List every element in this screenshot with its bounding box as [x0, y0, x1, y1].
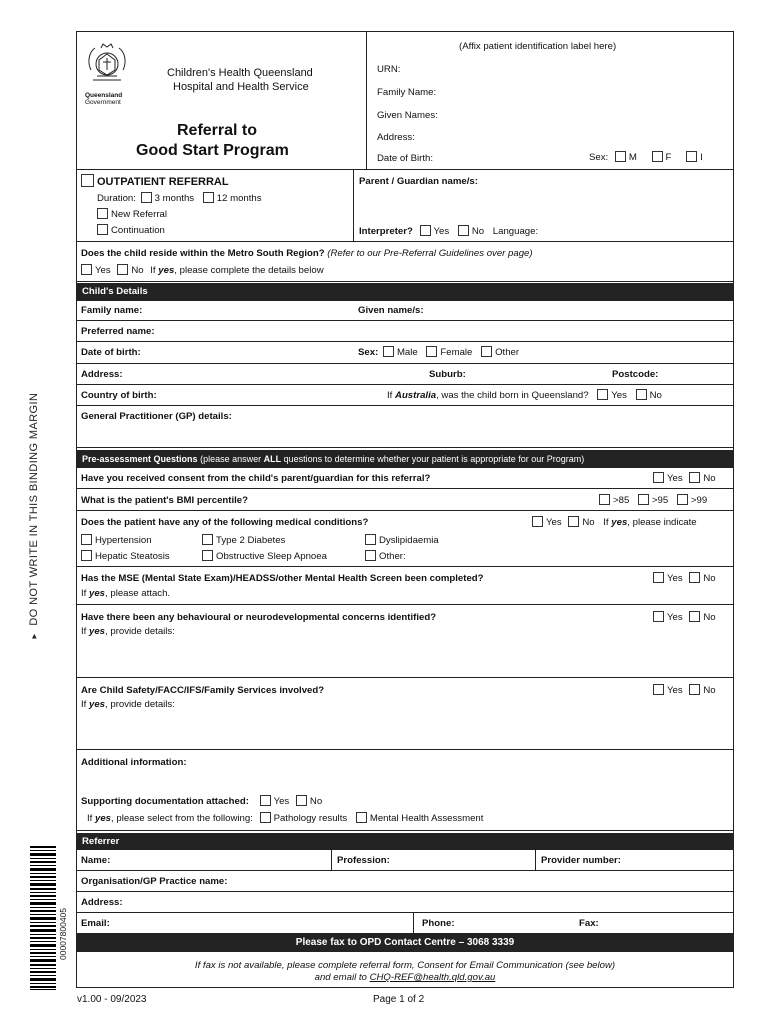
child-family-name-label: Family name:	[81, 305, 143, 316]
dob-label: Date of Birth:	[377, 153, 433, 164]
sleep-apnoea-label: Obstructive Sleep Apnoea	[216, 551, 327, 562]
referrer-name-label: Name:	[81, 855, 111, 866]
parent-guardian-label: Parent / Guardian name/s:	[359, 176, 478, 187]
conditions-no-checkbox[interactable]	[568, 516, 579, 527]
child-safety-if-yes-text: yes	[89, 699, 106, 710]
child-country-question-text: , was the child born in Queensland?	[436, 390, 589, 401]
referrer-phone-label: Phone:	[422, 918, 455, 929]
referrer-name-row	[77, 850, 733, 871]
family-name-label: Family Name:	[377, 87, 437, 98]
additional-info-section	[77, 750, 733, 831]
mse-no-checkbox[interactable]	[689, 572, 700, 583]
behaviour-row	[77, 605, 733, 678]
referrer-profession-label: Profession:	[337, 855, 390, 866]
supporting-docs-label: Supporting documentation attached:	[81, 796, 249, 807]
child-safety-no-label: No	[703, 685, 716, 696]
region-no-label: No	[131, 265, 144, 276]
queensland-crest-icon	[83, 40, 131, 88]
child-sex-male-checkbox[interactable]	[383, 346, 394, 357]
supporting-docs-no-checkbox[interactable]	[296, 795, 307, 806]
child-country-label: Country of birth:	[81, 390, 157, 401]
conditions-yes-checkbox[interactable]	[532, 516, 543, 527]
form-header	[77, 32, 733, 170]
child-safety-if-text: If	[81, 699, 87, 710]
header-left	[77, 32, 367, 169]
consent-no-label: No	[703, 473, 716, 484]
referrer-heading: Referrer	[77, 833, 733, 850]
child-sex-female-label: Female	[440, 347, 473, 358]
sex-f-checkbox[interactable]	[652, 151, 663, 162]
child-suburb-label: Suburb:	[429, 369, 466, 380]
duration-3-months-checkbox[interactable]	[141, 192, 152, 203]
additional-info-label: Additional information:	[81, 757, 187, 768]
supporting-if-text: If	[87, 813, 93, 824]
consent-yes-label: Yes	[667, 473, 683, 484]
behaviour-no-label: No	[703, 612, 716, 623]
behaviour-yes-checkbox[interactable]	[653, 611, 664, 622]
other-condition-label: Other:	[379, 551, 406, 562]
bmi-95-label: >95	[651, 495, 669, 506]
behaviour-question: Have there been any behavioural or neurodevelopmental concerns identified?	[81, 612, 437, 623]
behaviour-yes-label: Yes	[667, 612, 683, 623]
child-country-if-text: If	[387, 390, 393, 401]
sex-i-checkbox[interactable]	[686, 151, 697, 162]
diabetes-label: Type 2 Diabetes	[216, 535, 286, 546]
bmi-95-checkbox[interactable]	[638, 494, 649, 505]
diabetes-checkbox[interactable]	[202, 534, 213, 545]
hepatic-steatosis-checkbox[interactable]	[81, 550, 92, 561]
bmi-row	[77, 489, 733, 511]
logo-text-queensland: Queensland	[85, 92, 123, 99]
urn-label: URN:	[377, 64, 401, 75]
mse-if-text-2: , please attach.	[105, 588, 171, 599]
child-country-australia-text: Australia	[395, 390, 437, 401]
child-sex-other-checkbox[interactable]	[481, 346, 492, 357]
patient-label-area	[367, 32, 733, 169]
bmi-99-checkbox[interactable]	[677, 494, 688, 505]
child-dob-label: Date of birth:	[81, 347, 141, 358]
child-gp-label: General Practitioner (GP) details:	[81, 411, 232, 422]
conditions-row	[77, 511, 733, 567]
pre-assessment-note-1: (please answer	[200, 454, 262, 464]
logo-text-government: Government	[85, 99, 121, 106]
child-safety-no-checkbox[interactable]	[689, 684, 700, 695]
barcode-icon	[30, 846, 56, 990]
conditions-question: Does the patient have any of the following medical conditions?	[81, 517, 369, 528]
consent-question: Have you received consent from the child's parent/guardian for this referral?	[81, 473, 431, 484]
child-safety-row	[77, 678, 733, 750]
mse-row	[77, 567, 733, 605]
pathology-results-label: Pathology results	[273, 813, 348, 824]
mse-if-text: If	[81, 588, 87, 599]
bmi-99-label: >99	[690, 495, 708, 506]
pre-assessment-title: Pre-assessment Questions	[82, 454, 198, 464]
hypertension-label: Hypertension	[95, 535, 152, 546]
sex-m-checkbox[interactable]	[615, 151, 626, 162]
bmi-85-checkbox[interactable]	[599, 494, 610, 505]
consent-row	[77, 468, 733, 489]
supporting-docs-yes-checkbox[interactable]	[260, 795, 271, 806]
hepatic-steatosis-label: Hepatic Steatosis	[95, 551, 170, 562]
sleep-apnoea-checkbox[interactable]	[202, 550, 213, 561]
conditions-no-label: No	[582, 517, 595, 528]
born-queensland-yes-label: Yes	[611, 390, 627, 401]
sex-options	[589, 151, 703, 163]
arrow-icon: ▲	[30, 631, 39, 641]
supporting-if-yes-text: yes	[95, 813, 112, 824]
bmi-85-label: >85	[613, 495, 630, 506]
form-title-line-2: Good Start Program	[136, 142, 289, 159]
form-version: v1.00 - 09/2023	[77, 994, 147, 1005]
hypertension-checkbox[interactable]	[81, 534, 92, 545]
mse-if-yes-text: yes	[89, 588, 106, 599]
conditions-if-text: If	[603, 517, 609, 528]
interpreter-label: Interpreter?	[359, 226, 413, 237]
mental-health-assessment-checkbox[interactable]	[356, 812, 367, 823]
sex-f-label: F	[665, 152, 672, 163]
email-note-line-1: If fax is not available, please complete referral form, Consent for Email Communication (see below)	[194, 960, 616, 971]
mse-no-label: No	[703, 573, 716, 584]
dyslipidaemia-label: Dyslipidaemia	[379, 535, 439, 546]
duration-12-months-checkbox[interactable]	[203, 192, 214, 203]
pre-assessment-note-all: ALL	[263, 454, 282, 464]
behaviour-if-yes-text: yes	[89, 626, 106, 637]
duration-3-months-label: 3 months	[154, 193, 195, 204]
supporting-docs-yes-label: Yes	[273, 796, 290, 807]
sex-m-label: M	[628, 152, 637, 163]
child-safety-question: Are Child Safety/FACC/IFS/Family Services involved?	[81, 685, 325, 696]
page-number: Page 1 of 2	[373, 994, 425, 1005]
born-queensland-yes-checkbox[interactable]	[597, 389, 608, 400]
outpatient-referral-label: OUTPATIENT REFERRAL	[97, 176, 229, 188]
child-postcode-label: Postcode:	[612, 369, 659, 380]
child-safety-yes-checkbox[interactable]	[653, 684, 664, 695]
referrer-organisation-row	[77, 871, 733, 892]
born-queensland-no-checkbox[interactable]	[636, 389, 647, 400]
behaviour-if-text-2: , provide details:	[105, 626, 175, 637]
other-condition-checkbox[interactable]	[365, 550, 376, 561]
pre-assessment-note-2: questions to determine whether your patient is appropriate for our Program)	[283, 454, 585, 464]
child-name-row	[77, 301, 733, 321]
mse-question: Has the MSE (Mental State Exam)/HEADSS/other Mental Health Screen been completed?	[81, 573, 484, 584]
conditions-if-yes-text: yes	[611, 517, 628, 528]
org-name-line-2: Hospital and Health Service	[173, 81, 309, 93]
email-note-text: and email to	[314, 972, 367, 983]
child-preferred-name-label: Preferred name:	[81, 326, 155, 337]
referrer-fax-label: Fax:	[579, 918, 599, 929]
supporting-docs-no-label: No	[309, 796, 323, 807]
referral-type-section	[77, 170, 733, 242]
email-note-line-2	[77, 972, 733, 983]
child-address-label: Address:	[81, 369, 123, 380]
outpatient-referral-checkbox[interactable]	[81, 174, 94, 187]
born-queensland-no-label: No	[649, 390, 662, 401]
continuation-label: Continuation	[111, 225, 165, 236]
region-yes-label: Yes	[95, 265, 111, 276]
child-dob-row	[77, 342, 733, 364]
continuation-checkbox[interactable]	[97, 224, 108, 235]
child-safety-yes-label: Yes	[667, 685, 683, 696]
pre-assessment-heading	[77, 450, 733, 468]
referrer-email-label: Email:	[81, 918, 110, 929]
binding-margin-text: DO NOT WRITE IN THIS BINDING MARGIN	[28, 392, 40, 626]
behaviour-no-checkbox[interactable]	[689, 611, 700, 622]
interpreter-yes-checkbox[interactable]	[420, 225, 431, 236]
child-safety-if-text-2: , provide details:	[105, 699, 175, 710]
consent-yes-checkbox[interactable]	[653, 472, 664, 483]
sex-i-label: I	[700, 152, 703, 163]
child-preferred-row	[77, 321, 733, 342]
region-question	[77, 242, 733, 282]
duration-label: Duration:	[97, 193, 136, 204]
child-sex-other-label: Other	[495, 347, 520, 358]
form-title-line-1: Referral to	[177, 122, 258, 139]
referrer-contact-row	[77, 913, 733, 933]
pathology-results-checkbox[interactable]	[260, 812, 271, 823]
referral-form	[76, 31, 734, 988]
region-question-note: (Refer to our Pre-Referral Guidelines over page)	[327, 248, 533, 259]
mental-health-assessment-label: Mental Health Assessment	[369, 813, 484, 824]
given-names-label: Given Names:	[377, 110, 438, 121]
child-gp-row	[77, 406, 733, 448]
interpreter-no-checkbox[interactable]	[458, 225, 469, 236]
region-question-text: Does the child reside within the Metro South Region?	[81, 248, 325, 259]
referrer-provider-number-label: Provider number:	[541, 855, 621, 866]
childs-details-heading: Child's Details	[77, 283, 733, 301]
child-address-row	[77, 364, 733, 385]
region-no-checkbox[interactable]	[117, 264, 128, 275]
bmi-question: What is the patient's BMI percentile?	[81, 495, 248, 506]
patient-label-note: (Affix patient identification label here)	[459, 41, 617, 52]
region-if-text: If	[150, 265, 156, 276]
duration-12-months-label: 12 months	[216, 193, 262, 204]
conditions-if-text-2: , please indicate	[627, 517, 697, 528]
supporting-if-text-2: , please select from the following:	[111, 813, 253, 824]
referrer-address-label: Address:	[81, 897, 123, 908]
fax-instruction-bar: Please fax to OPD Contact Centre – 3068 3339	[77, 933, 733, 952]
region-if-text-2: , please complete the details below	[174, 265, 324, 276]
referral-email-link[interactable]: CHQ-REF@health.qld.gov.au	[369, 972, 496, 983]
region-if-yes-text: yes	[158, 265, 175, 276]
child-given-names-label: Given name/s:	[358, 305, 424, 316]
child-sex-label: Sex:	[358, 347, 379, 358]
barcode-number: 00007800405	[58, 907, 68, 960]
referrer-organisation-label: Organisation/GP Practice name:	[81, 876, 228, 887]
sex-label: Sex:	[589, 152, 609, 163]
org-name-line-1: Children's Health Queensland	[167, 67, 313, 79]
interpreter-no-label: No	[471, 226, 485, 237]
behaviour-if-text: If	[81, 626, 87, 637]
child-country-row	[77, 385, 733, 406]
binding-margin-notice	[28, 393, 40, 640]
language-label: Language:	[492, 226, 539, 237]
new-referral-label: New Referral	[111, 209, 167, 220]
mse-yes-label: Yes	[667, 573, 683, 584]
mse-yes-checkbox[interactable]	[653, 572, 664, 583]
address-label: Address:	[377, 132, 415, 143]
child-sex-female-checkbox[interactable]	[426, 346, 437, 357]
child-sex-male-label: Male	[396, 347, 418, 358]
consent-no-checkbox[interactable]	[689, 472, 700, 483]
interpreter-yes-label: Yes	[433, 226, 450, 237]
region-yes-checkbox[interactable]	[81, 264, 92, 275]
referrer-address-row	[77, 892, 733, 913]
dyslipidaemia-checkbox[interactable]	[365, 534, 376, 545]
new-referral-checkbox[interactable]	[97, 208, 108, 219]
conditions-yes-label: Yes	[546, 517, 562, 528]
